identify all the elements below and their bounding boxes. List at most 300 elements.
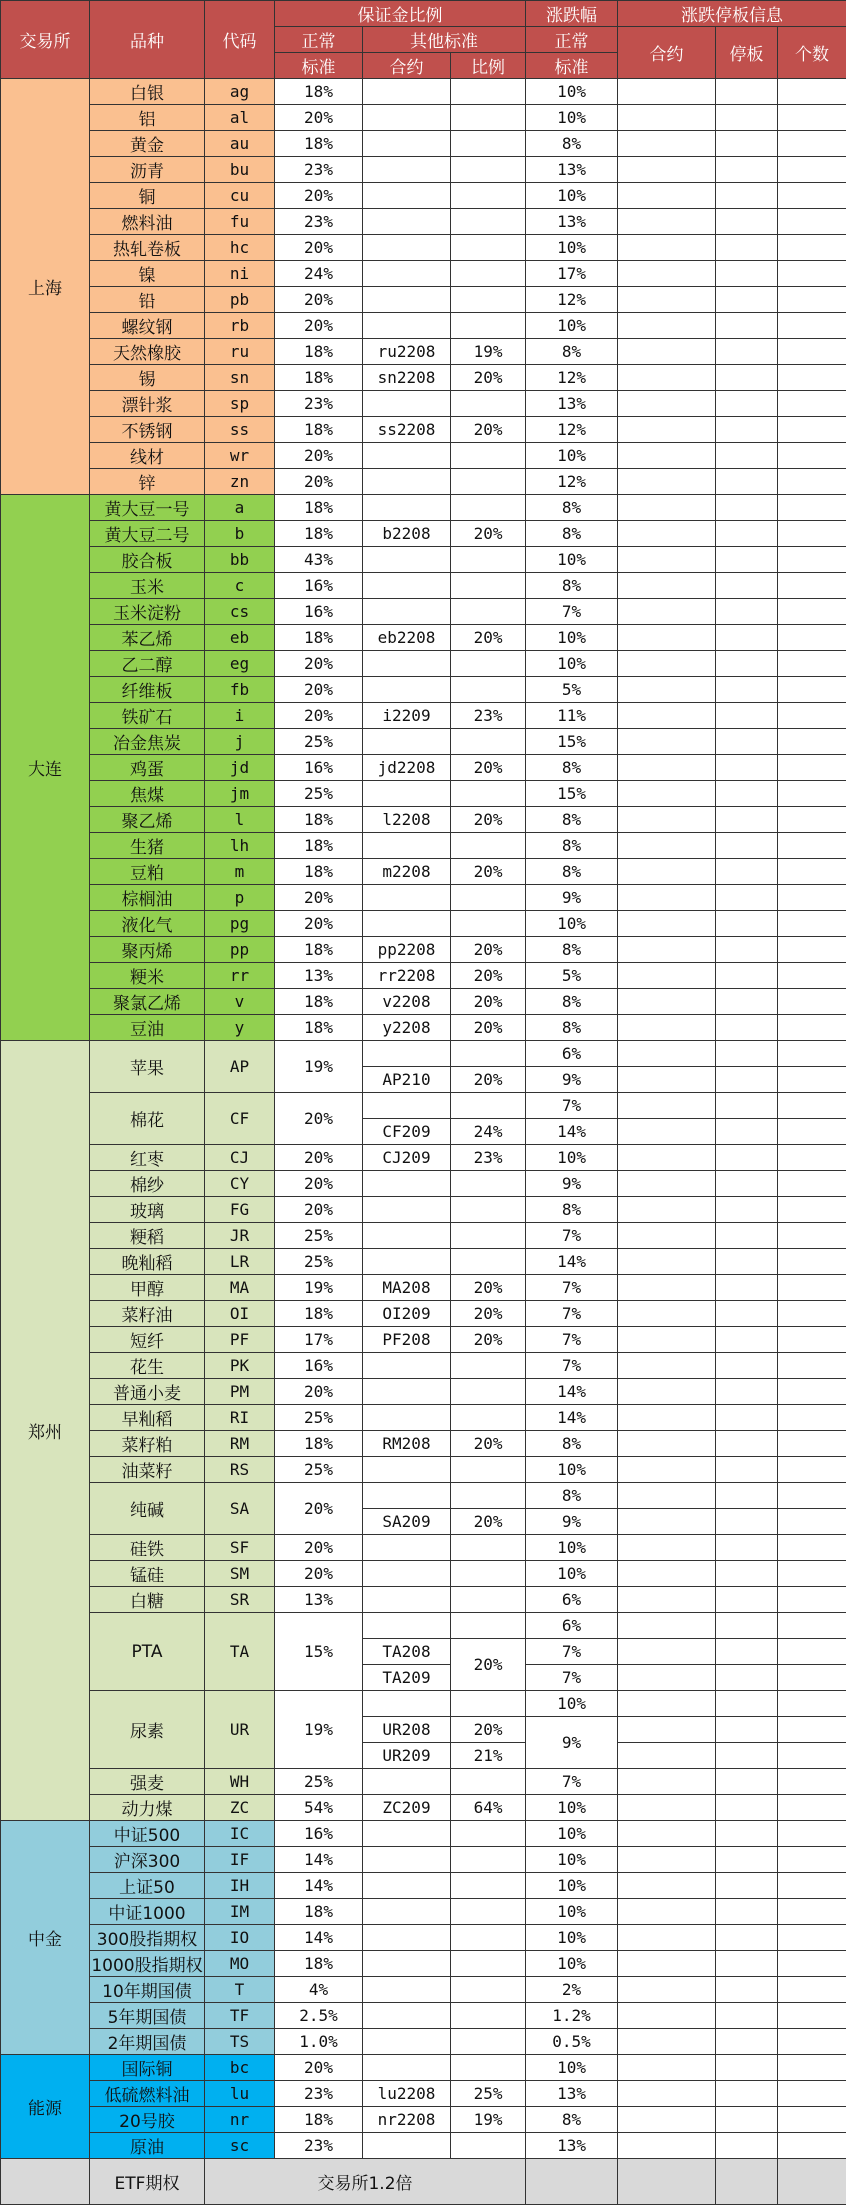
limit-standard: 7%	[526, 1353, 618, 1379]
other-contract: TA209	[363, 1665, 451, 1691]
info-count	[778, 2055, 846, 2081]
info-contract	[618, 209, 716, 235]
margin-standard: 20%	[275, 1483, 363, 1535]
info-count	[778, 1847, 846, 1873]
other-ratio	[451, 2055, 526, 2081]
other-ratio: 20%	[451, 1067, 526, 1093]
margin-standard: 18%	[275, 1431, 363, 1457]
footer-note: 交易所1.2倍	[205, 2159, 526, 2205]
variety-name: 红枣	[90, 1145, 205, 1171]
limit-standard: 15%	[526, 781, 618, 807]
info-contract	[618, 1795, 716, 1821]
variety-name: 液化气	[90, 911, 205, 937]
other-contract: CF209	[363, 1119, 451, 1145]
info-halt	[716, 2003, 778, 2029]
info-count	[778, 1587, 846, 1613]
info-halt	[716, 1067, 778, 1093]
variety-code: nr	[205, 2107, 275, 2133]
header-ratio: 比例	[451, 53, 526, 79]
other-ratio	[451, 1223, 526, 1249]
margin-standard: 20%	[275, 1145, 363, 1171]
info-halt	[716, 1691, 778, 1717]
margin-standard: 20%	[275, 1171, 363, 1197]
margin-standard: 18%	[275, 1015, 363, 1041]
limit-standard: 14%	[526, 1119, 618, 1145]
other-contract	[363, 79, 451, 105]
info-halt	[716, 573, 778, 599]
margin-standard: 20%	[275, 677, 363, 703]
info-contract	[618, 781, 716, 807]
info-halt	[716, 989, 778, 1015]
info-count	[778, 1639, 846, 1665]
other-contract	[363, 677, 451, 703]
info-halt	[716, 1483, 778, 1509]
info-halt	[716, 833, 778, 859]
other-contract	[363, 313, 451, 339]
margin-standard: 20%	[275, 885, 363, 911]
info-count	[778, 521, 846, 547]
other-contract: m2208	[363, 859, 451, 885]
other-contract	[363, 885, 451, 911]
margin-standard: 20%	[275, 2055, 363, 2081]
margin-standard: 14%	[275, 1925, 363, 1951]
info-contract	[618, 2107, 716, 2133]
info-count	[778, 1119, 846, 1145]
limit-standard: 9%	[526, 1717, 618, 1769]
info-halt	[716, 1457, 778, 1483]
limit-standard: 8%	[526, 989, 618, 1015]
limit-standard: 12%	[526, 365, 618, 391]
margin-standard: 16%	[275, 755, 363, 781]
info-contract	[618, 157, 716, 183]
info-contract	[618, 2133, 716, 2159]
info-contract	[618, 1431, 716, 1457]
limit-standard: 12%	[526, 469, 618, 495]
limit-standard: 8%	[526, 573, 618, 599]
variety-name: 锡	[90, 365, 205, 391]
margin-standard: 20%	[275, 1379, 363, 1405]
margin-standard: 20%	[275, 313, 363, 339]
variety-name: 粳米	[90, 963, 205, 989]
info-contract	[618, 963, 716, 989]
limit-standard: 10%	[526, 105, 618, 131]
other-ratio	[451, 469, 526, 495]
info-count	[778, 1951, 846, 1977]
other-contract	[363, 1847, 451, 1873]
info-halt	[716, 1535, 778, 1561]
other-ratio: 20%	[451, 1275, 526, 1301]
info-halt	[716, 1847, 778, 1873]
info-halt	[716, 495, 778, 521]
other-ratio: 20%	[451, 989, 526, 1015]
info-halt	[716, 235, 778, 261]
variety-code: au	[205, 131, 275, 157]
variety-name: 玻璃	[90, 1197, 205, 1223]
other-ratio: 20%	[451, 625, 526, 651]
limit-standard: 7%	[526, 1223, 618, 1249]
info-count	[778, 1899, 846, 1925]
variety-code: wr	[205, 443, 275, 469]
header-limit-standard: 标准	[526, 53, 618, 79]
info-contract	[618, 1743, 716, 1769]
header-exchange: 交易所	[1, 1, 90, 79]
other-ratio	[451, 1691, 526, 1717]
other-contract: nr2208	[363, 2107, 451, 2133]
info-count	[778, 183, 846, 209]
header-code: 代码	[205, 1, 275, 79]
info-halt	[716, 1197, 778, 1223]
info-count	[778, 1379, 846, 1405]
margin-standard: 16%	[275, 1353, 363, 1379]
variety-code: SA	[205, 1483, 275, 1535]
info-count	[778, 1613, 846, 1639]
variety-code: fb	[205, 677, 275, 703]
variety-name: 300股指期权	[90, 1925, 205, 1951]
limit-standard: 7%	[526, 1327, 618, 1353]
variety-code: MA	[205, 1275, 275, 1301]
info-contract	[618, 1899, 716, 1925]
info-count	[778, 1015, 846, 1041]
variety-code: PM	[205, 1379, 275, 1405]
info-count	[778, 1483, 846, 1509]
other-ratio	[451, 105, 526, 131]
limit-standard: 6%	[526, 1041, 618, 1067]
variety-name: 纯碱	[90, 1483, 205, 1535]
info-halt	[716, 2029, 778, 2055]
other-ratio	[451, 1847, 526, 1873]
info-count	[778, 781, 846, 807]
info-count	[778, 1275, 846, 1301]
info-contract	[618, 599, 716, 625]
other-ratio	[451, 833, 526, 859]
other-contract	[363, 443, 451, 469]
other-ratio	[451, 261, 526, 287]
margin-standard: 16%	[275, 599, 363, 625]
info-halt	[716, 859, 778, 885]
other-ratio: 23%	[451, 1145, 526, 1171]
other-contract	[363, 157, 451, 183]
info-count	[778, 729, 846, 755]
other-contract	[363, 1405, 451, 1431]
info-halt	[716, 911, 778, 937]
variety-name: 硅铁	[90, 1535, 205, 1561]
variety-name: 晚籼稻	[90, 1249, 205, 1275]
other-ratio: 23%	[451, 703, 526, 729]
info-count	[778, 937, 846, 963]
variety-name: 焦煤	[90, 781, 205, 807]
info-halt	[716, 1977, 778, 2003]
info-contract	[618, 261, 716, 287]
variety-code: cs	[205, 599, 275, 625]
variety-name: 天然橡胶	[90, 339, 205, 365]
info-contract	[618, 885, 716, 911]
variety-name: 花生	[90, 1353, 205, 1379]
limit-standard: 10%	[526, 1847, 618, 1873]
info-contract	[618, 1145, 716, 1171]
info-halt	[716, 417, 778, 443]
margin-standard: 18%	[275, 521, 363, 547]
variety-name: 低硫燃料油	[90, 2081, 205, 2107]
other-ratio: 20%	[451, 1639, 526, 1691]
other-ratio: 64%	[451, 1795, 526, 1821]
variety-name: 白糖	[90, 1587, 205, 1613]
other-ratio	[451, 391, 526, 417]
variety-name: 燃料油	[90, 209, 205, 235]
info-contract	[618, 833, 716, 859]
limit-standard: 8%	[526, 521, 618, 547]
variety-code: IM	[205, 1899, 275, 1925]
variety-code: CJ	[205, 1145, 275, 1171]
variety-code: sn	[205, 365, 275, 391]
margin-standard: 2.5%	[275, 2003, 363, 2029]
info-contract	[618, 391, 716, 417]
info-contract	[618, 495, 716, 521]
info-count	[778, 2133, 846, 2159]
header-limit-info: 涨跌停板信息	[618, 1, 846, 27]
variety-name: 上证50	[90, 1873, 205, 1899]
info-count	[778, 1431, 846, 1457]
header-info-count: 个数	[778, 27, 846, 79]
margin-standard: 25%	[275, 1405, 363, 1431]
limit-standard: 10%	[526, 1951, 618, 1977]
info-count	[778, 261, 846, 287]
info-contract	[618, 443, 716, 469]
limit-standard: 8%	[526, 339, 618, 365]
info-halt	[716, 521, 778, 547]
limit-standard: 6%	[526, 1587, 618, 1613]
limit-standard: 8%	[526, 1197, 618, 1223]
other-ratio	[451, 209, 526, 235]
other-ratio	[451, 2133, 526, 2159]
variety-name: 锰硅	[90, 1561, 205, 1587]
variety-code: v	[205, 989, 275, 1015]
limit-standard: 10%	[526, 1691, 618, 1717]
info-halt	[716, 625, 778, 651]
margin-standard: 20%	[275, 183, 363, 209]
variety-code: zn	[205, 469, 275, 495]
other-contract	[363, 1249, 451, 1275]
margin-standard: 23%	[275, 2081, 363, 2107]
other-ratio	[451, 1821, 526, 1847]
header-other-standard: 其他标准	[363, 27, 526, 53]
info-contract	[618, 2003, 716, 2029]
info-contract	[618, 79, 716, 105]
info-count	[778, 599, 846, 625]
info-halt	[716, 1431, 778, 1457]
limit-standard: 10%	[526, 625, 618, 651]
margin-standard: 18%	[275, 1301, 363, 1327]
variety-code: l	[205, 807, 275, 833]
info-contract	[618, 1067, 716, 1093]
other-contract	[363, 2055, 451, 2081]
info-count	[778, 79, 846, 105]
variety-code: T	[205, 1977, 275, 2003]
other-contract	[363, 183, 451, 209]
variety-name: 玉米淀粉	[90, 599, 205, 625]
margin-standard: 20%	[275, 1561, 363, 1587]
other-contract: lu2208	[363, 2081, 451, 2107]
info-halt	[716, 2081, 778, 2107]
margin-standard: 18%	[275, 1951, 363, 1977]
info-halt	[716, 1587, 778, 1613]
info-halt	[716, 599, 778, 625]
info-halt	[716, 1093, 778, 1119]
limit-standard: 17%	[526, 261, 618, 287]
variety-name: 动力煤	[90, 1795, 205, 1821]
variety-name: 乙二醇	[90, 651, 205, 677]
variety-code: WH	[205, 1769, 275, 1795]
variety-name: 10年期国债	[90, 1977, 205, 2003]
info-count	[778, 1067, 846, 1093]
info-contract	[618, 105, 716, 131]
info-contract	[618, 1509, 716, 1535]
info-halt	[716, 885, 778, 911]
info-count	[778, 1665, 846, 1691]
variety-code: RM	[205, 1431, 275, 1457]
other-ratio: 20%	[451, 417, 526, 443]
info-halt	[716, 1951, 778, 1977]
info-halt	[716, 1041, 778, 1067]
info-count	[778, 911, 846, 937]
info-count	[778, 1561, 846, 1587]
other-contract	[363, 469, 451, 495]
variety-name: 生猪	[90, 833, 205, 859]
other-contract	[363, 1951, 451, 1977]
margin-standard: 20%	[275, 443, 363, 469]
info-count	[778, 1769, 846, 1795]
other-contract	[363, 1041, 451, 1067]
footer-variety: ETF期权	[90, 2159, 205, 2205]
info-count	[778, 495, 846, 521]
info-halt	[716, 105, 778, 131]
other-ratio	[451, 1561, 526, 1587]
info-contract	[618, 651, 716, 677]
variety-code: lh	[205, 833, 275, 859]
variety-code: ss	[205, 417, 275, 443]
other-contract: RM208	[363, 1431, 451, 1457]
margin-standard: 13%	[275, 963, 363, 989]
limit-standard: 15%	[526, 729, 618, 755]
margin-standard: 23%	[275, 2133, 363, 2159]
other-ratio: 20%	[451, 807, 526, 833]
other-contract: ZC209	[363, 1795, 451, 1821]
limit-standard: 12%	[526, 287, 618, 313]
variety-code: PK	[205, 1353, 275, 1379]
info-count	[778, 2081, 846, 2107]
limit-standard: 7%	[526, 599, 618, 625]
footer-cell	[778, 2159, 846, 2205]
variety-code: ni	[205, 261, 275, 287]
variety-code: sp	[205, 391, 275, 417]
header-margin-group: 保证金比例	[275, 1, 526, 27]
other-ratio	[451, 1041, 526, 1067]
info-count	[778, 1041, 846, 1067]
other-contract	[363, 391, 451, 417]
variety-name: 甲醇	[90, 1275, 205, 1301]
other-contract	[363, 547, 451, 573]
other-contract	[363, 1457, 451, 1483]
info-halt	[716, 755, 778, 781]
info-count	[778, 105, 846, 131]
other-ratio	[451, 651, 526, 677]
limit-standard: 10%	[526, 235, 618, 261]
info-halt	[716, 443, 778, 469]
info-contract	[618, 2055, 716, 2081]
variety-name: 漂针浆	[90, 391, 205, 417]
variety-code: CF	[205, 1093, 275, 1145]
info-count	[778, 1093, 846, 1119]
margin-standard: 20%	[275, 287, 363, 313]
limit-standard: 10%	[526, 1145, 618, 1171]
exchange-zhengzhou: 郑州	[1, 1041, 90, 1821]
margin-standard: 1.0%	[275, 2029, 363, 2055]
margin-standard: 23%	[275, 157, 363, 183]
limit-standard: 10%	[526, 911, 618, 937]
other-contract	[363, 1093, 451, 1119]
info-contract	[618, 703, 716, 729]
info-halt	[716, 781, 778, 807]
info-count	[778, 885, 846, 911]
other-contract: ru2208	[363, 339, 451, 365]
margin-standard: 20%	[275, 1197, 363, 1223]
info-count	[778, 1925, 846, 1951]
other-ratio	[451, 729, 526, 755]
info-halt	[716, 2107, 778, 2133]
limit-standard: 13%	[526, 391, 618, 417]
info-count	[778, 1405, 846, 1431]
info-contract	[618, 1457, 716, 1483]
limit-standard: 10%	[526, 1561, 618, 1587]
variety-name: PTA	[90, 1613, 205, 1691]
variety-code: hc	[205, 235, 275, 261]
info-contract	[618, 313, 716, 339]
info-contract	[618, 807, 716, 833]
variety-name: 豆油	[90, 1015, 205, 1041]
margin-standard: 14%	[275, 1873, 363, 1899]
limit-standard: 7%	[526, 1639, 618, 1665]
other-contract	[363, 1899, 451, 1925]
other-ratio	[451, 677, 526, 703]
info-halt	[716, 1145, 778, 1171]
variety-code: rr	[205, 963, 275, 989]
info-count	[778, 1223, 846, 1249]
other-ratio: 20%	[451, 521, 526, 547]
info-contract	[618, 1561, 716, 1587]
info-contract	[618, 1977, 716, 2003]
info-halt	[716, 1665, 778, 1691]
info-halt	[716, 1275, 778, 1301]
limit-standard: 10%	[526, 1873, 618, 1899]
margin-standard: 18%	[275, 807, 363, 833]
info-halt	[716, 209, 778, 235]
info-contract	[618, 937, 716, 963]
info-halt	[716, 2133, 778, 2159]
variety-name: 冶金焦炭	[90, 729, 205, 755]
margin-standard: 18%	[275, 79, 363, 105]
info-contract	[618, 1197, 716, 1223]
variety-name: 聚乙烯	[90, 807, 205, 833]
info-contract	[618, 1171, 716, 1197]
margin-standard: 16%	[275, 1821, 363, 1847]
other-ratio	[451, 1171, 526, 1197]
info-count	[778, 1249, 846, 1275]
variety-code: bu	[205, 157, 275, 183]
other-ratio: 20%	[451, 937, 526, 963]
exchange-dalian: 大连	[1, 495, 90, 1041]
info-halt	[716, 1561, 778, 1587]
other-contract: b2208	[363, 521, 451, 547]
limit-standard: 5%	[526, 677, 618, 703]
